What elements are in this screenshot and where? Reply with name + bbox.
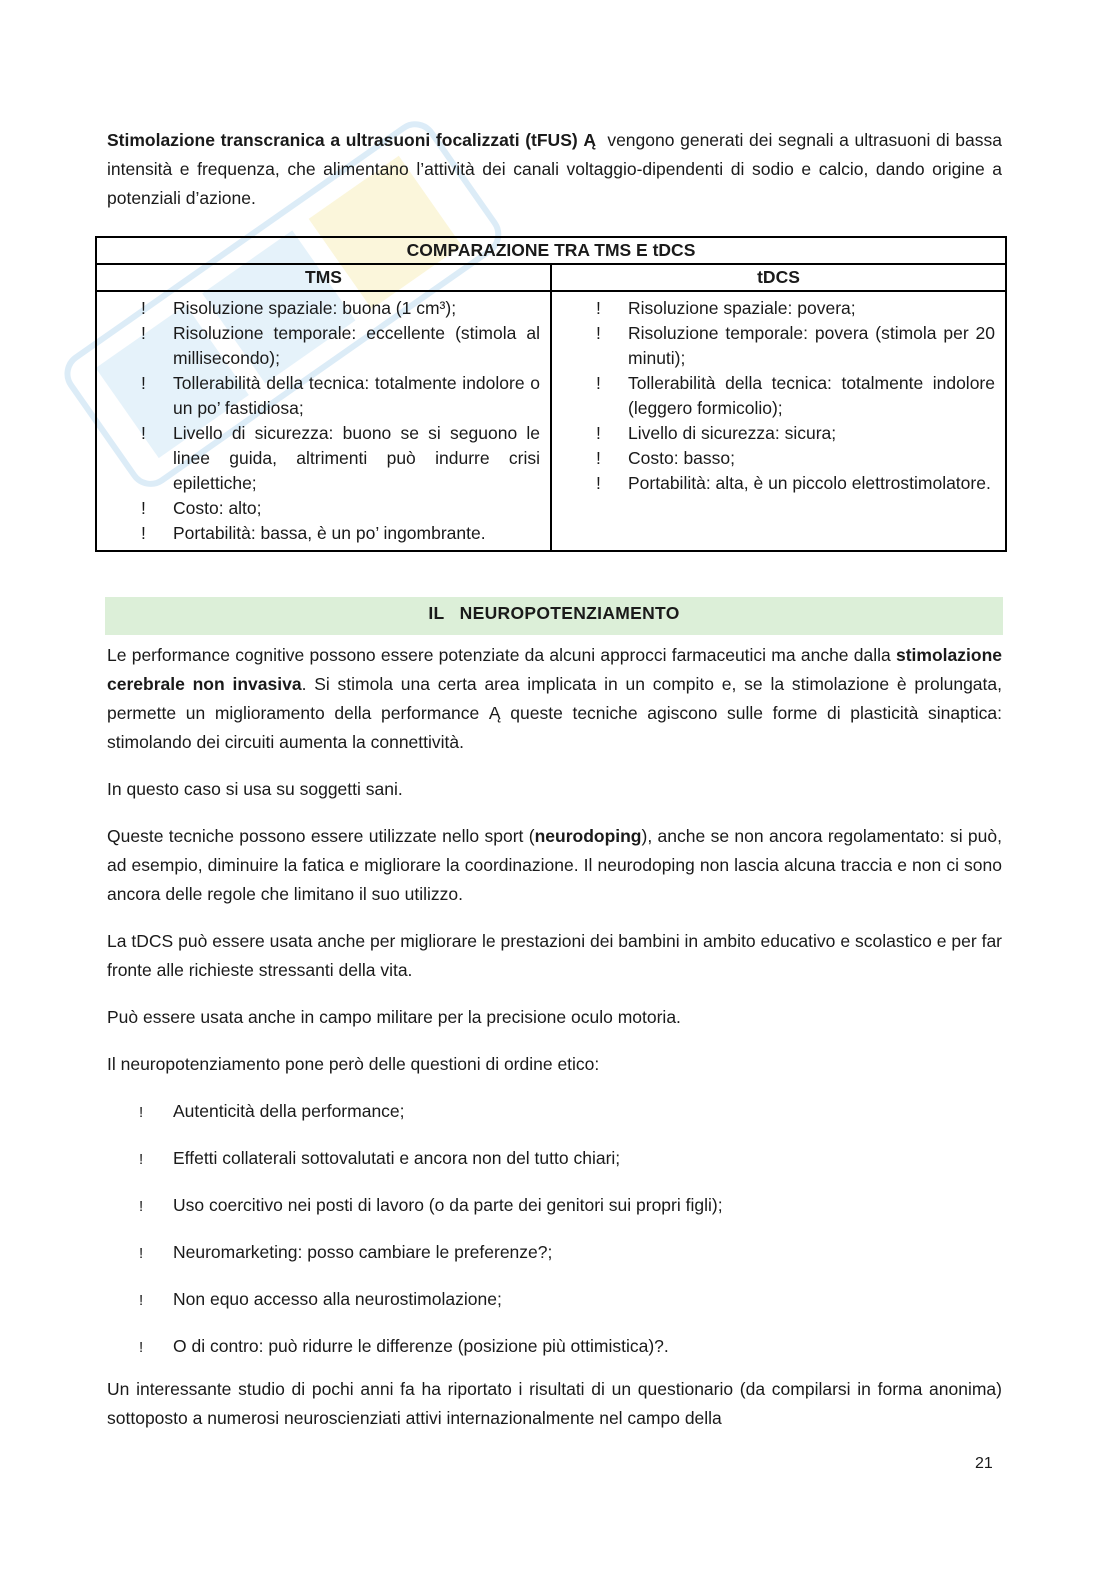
- bullet-icon: !: [596, 473, 601, 493]
- column-header-tdcs: tDCS: [551, 264, 1006, 291]
- tdcs-item: [552, 296, 995, 321]
- ethics-item: [107, 1144, 1002, 1173]
- tms-item: [97, 321, 540, 371]
- paragraph-6: Il neuropotenziamento pone però delle questioni di ordine etico:: [107, 1054, 600, 1074]
- tdcs-item: [552, 421, 995, 446]
- paragraph-3-bold: neurodoping: [534, 826, 642, 846]
- tms-item-text: Tollerabilità della tecnica: totalmente indolore o un po’ fastidiosa;: [173, 373, 540, 418]
- paragraph-1-part-a: Le performance cognitive possono essere potenziate da alcuni approcci farmaceutici ma anche dalla: [107, 645, 896, 665]
- bullet-icon: !: [139, 1245, 144, 1262]
- paragraph-2: In questo caso si usa su soggetti sani.: [107, 779, 403, 799]
- bullet-icon: !: [141, 298, 146, 318]
- section-heading: [105, 597, 1003, 635]
- ethics-item: [107, 1332, 1002, 1361]
- section-title: IL NEUROPOTENZIAMENTO: [428, 603, 680, 623]
- ethics-item-text: Non equo accesso alla neurostimolazione;: [173, 1289, 502, 1309]
- intro-title: Stimolazione transcranica a ultrasuoni focalizzati (tFUS): [107, 130, 578, 150]
- intro-section: [107, 126, 1002, 213]
- tdcs-item: [552, 371, 995, 421]
- bullet-icon: !: [596, 448, 601, 468]
- bullet-icon: !: [141, 498, 146, 518]
- bullet-icon: !: [141, 423, 146, 443]
- tdcs-item: [552, 446, 995, 471]
- bullet-icon: !: [139, 1292, 144, 1309]
- tdcs-item-text: Risoluzione temporale: povera (stimola per 20 minuti);: [628, 323, 995, 368]
- tms-item-text: Risoluzione spaziale: buona (1 cm³);: [173, 298, 457, 318]
- paragraph-7: Un interessante studio di pochi anni fa ha riportato i risultati di un questionario (da compilarsi in forma anonima) sottoposto a numerosi neuroscienziati attivi internazionalmente nel campo della: [107, 1379, 1002, 1428]
- paragraph-1: [107, 641, 1002, 757]
- ethics-item-text: Effetti collaterali sottovalutati e ancora non del tutto chiari;: [173, 1148, 621, 1168]
- paragraph-3: [107, 822, 1002, 909]
- tms-item: [97, 521, 540, 546]
- tms-item: [97, 371, 540, 421]
- tdcs-item-text: Tollerabilità della tecnica: totalmente indolore (leggero formicolio);: [628, 373, 995, 418]
- paragraph-3-part-b: ), anche se non ancora regolamentato: si può, ad esempio, diminuire la fatica e migliorare la coordinazione. Il neurodoping non lascia alcuna traccia e non ci sono ancora delle regole che limitano il suo utilizzo.: [107, 826, 1002, 904]
- bullet-icon: !: [139, 1198, 144, 1215]
- bullet-icon: !: [596, 298, 601, 318]
- arrow-symbol: Ą: [488, 703, 501, 723]
- tms-item-text: Portabilità: bassa, è un po’ ingombrante.: [173, 523, 486, 543]
- main-content: [107, 641, 1002, 1451]
- table-title: COMPARAZIONE TRA TMS E tDCS: [96, 237, 1006, 264]
- ethics-item: [107, 1191, 1002, 1220]
- tdcs-cell: [551, 291, 1006, 551]
- arrow-symbol: Ą: [583, 130, 596, 150]
- tms-cell: [96, 291, 551, 551]
- bullet-icon: !: [139, 1339, 144, 1356]
- tdcs-item-text: Livello di sicurezza: sicura;: [628, 423, 837, 443]
- tms-list: [97, 292, 550, 550]
- ethics-item: [107, 1238, 1002, 1267]
- tdcs-list: [552, 292, 1005, 500]
- bullet-icon: !: [596, 373, 601, 393]
- paragraph-3-part-a: Queste tecniche possono essere utilizzate nello sport (: [107, 826, 535, 846]
- page-number: 21: [975, 1455, 993, 1472]
- paragraph-4: La tDCS può essere usata anche per migliorare le prestazioni dei bambini in ambito educativo e scolastico e per far fronte alle richieste stressanti della vita.: [107, 931, 1002, 980]
- tdcs-item: [552, 471, 995, 496]
- bullet-icon: !: [596, 423, 601, 443]
- tms-item: [97, 296, 540, 321]
- ethics-list: [107, 1097, 1002, 1361]
- tdcs-item-text: Costo: basso;: [628, 448, 735, 468]
- paragraph-1-part-c: queste tecniche agiscono sulle forme di plasticità sinaptica: stimolando dei circuiti aumenta la connettività.: [107, 703, 1002, 752]
- ethics-item-text: Uso coercitivo nei posti di lavoro (o da parte dei genitori sui propri figli);: [173, 1195, 723, 1215]
- comparison-table: [95, 236, 1007, 552]
- bullet-icon: !: [141, 523, 146, 543]
- tdcs-item-text: Portabilità: alta, è un piccolo elettrostimolatore.: [628, 473, 991, 493]
- ethics-item-text: Autenticità della performance;: [173, 1101, 405, 1121]
- tms-item: [97, 421, 540, 496]
- bullet-icon: !: [139, 1104, 144, 1121]
- ethics-item: [107, 1097, 1002, 1126]
- column-header-tms: TMS: [96, 264, 551, 291]
- tms-item: [97, 496, 540, 521]
- ethics-item-text: Neuromarketing: posso cambiare le preferenze?;: [173, 1242, 553, 1262]
- paragraph-1-part-b: . Si stimola una certa area implicata in un compito e, se la stimolazione è prolungata, permette un miglioramento della performance: [107, 674, 1002, 723]
- tms-item-text: Risoluzione temporale: eccellente (stimola al millisecondo);: [173, 323, 540, 368]
- bullet-icon: !: [139, 1151, 144, 1168]
- tms-item-text: Livello di sicurezza: buono se si seguono le linee guida, altrimenti può indurre crisi epilettiche;: [173, 423, 540, 493]
- bullet-icon: !: [596, 323, 601, 343]
- ethics-item-text: O di contro: può ridurre le differenze (posizione più ottimistica)?.: [173, 1336, 669, 1356]
- bullet-icon: !: [141, 323, 146, 343]
- intro-paragraph: [107, 126, 1002, 213]
- paragraph-1-bold: stimolazione cerebrale non invasiva: [107, 645, 1002, 694]
- paragraph-5: Può essere usata anche in campo militare per la precisione oculo motoria.: [107, 1007, 681, 1027]
- bullet-icon: !: [141, 373, 146, 393]
- tms-item-text: Costo: alto;: [173, 498, 262, 518]
- ethics-item: [107, 1285, 1002, 1314]
- tdcs-item: [552, 321, 995, 371]
- tdcs-item-text: Risoluzione spaziale: povera;: [628, 298, 856, 318]
- intro-text: vengono generati dei segnali a ultrasuoni di bassa intensità e frequenza, che alimentano l’attività dei canali voltaggio-dipendenti di sodio e calcio, dando origine a potenziali d’azione.: [107, 130, 1002, 208]
